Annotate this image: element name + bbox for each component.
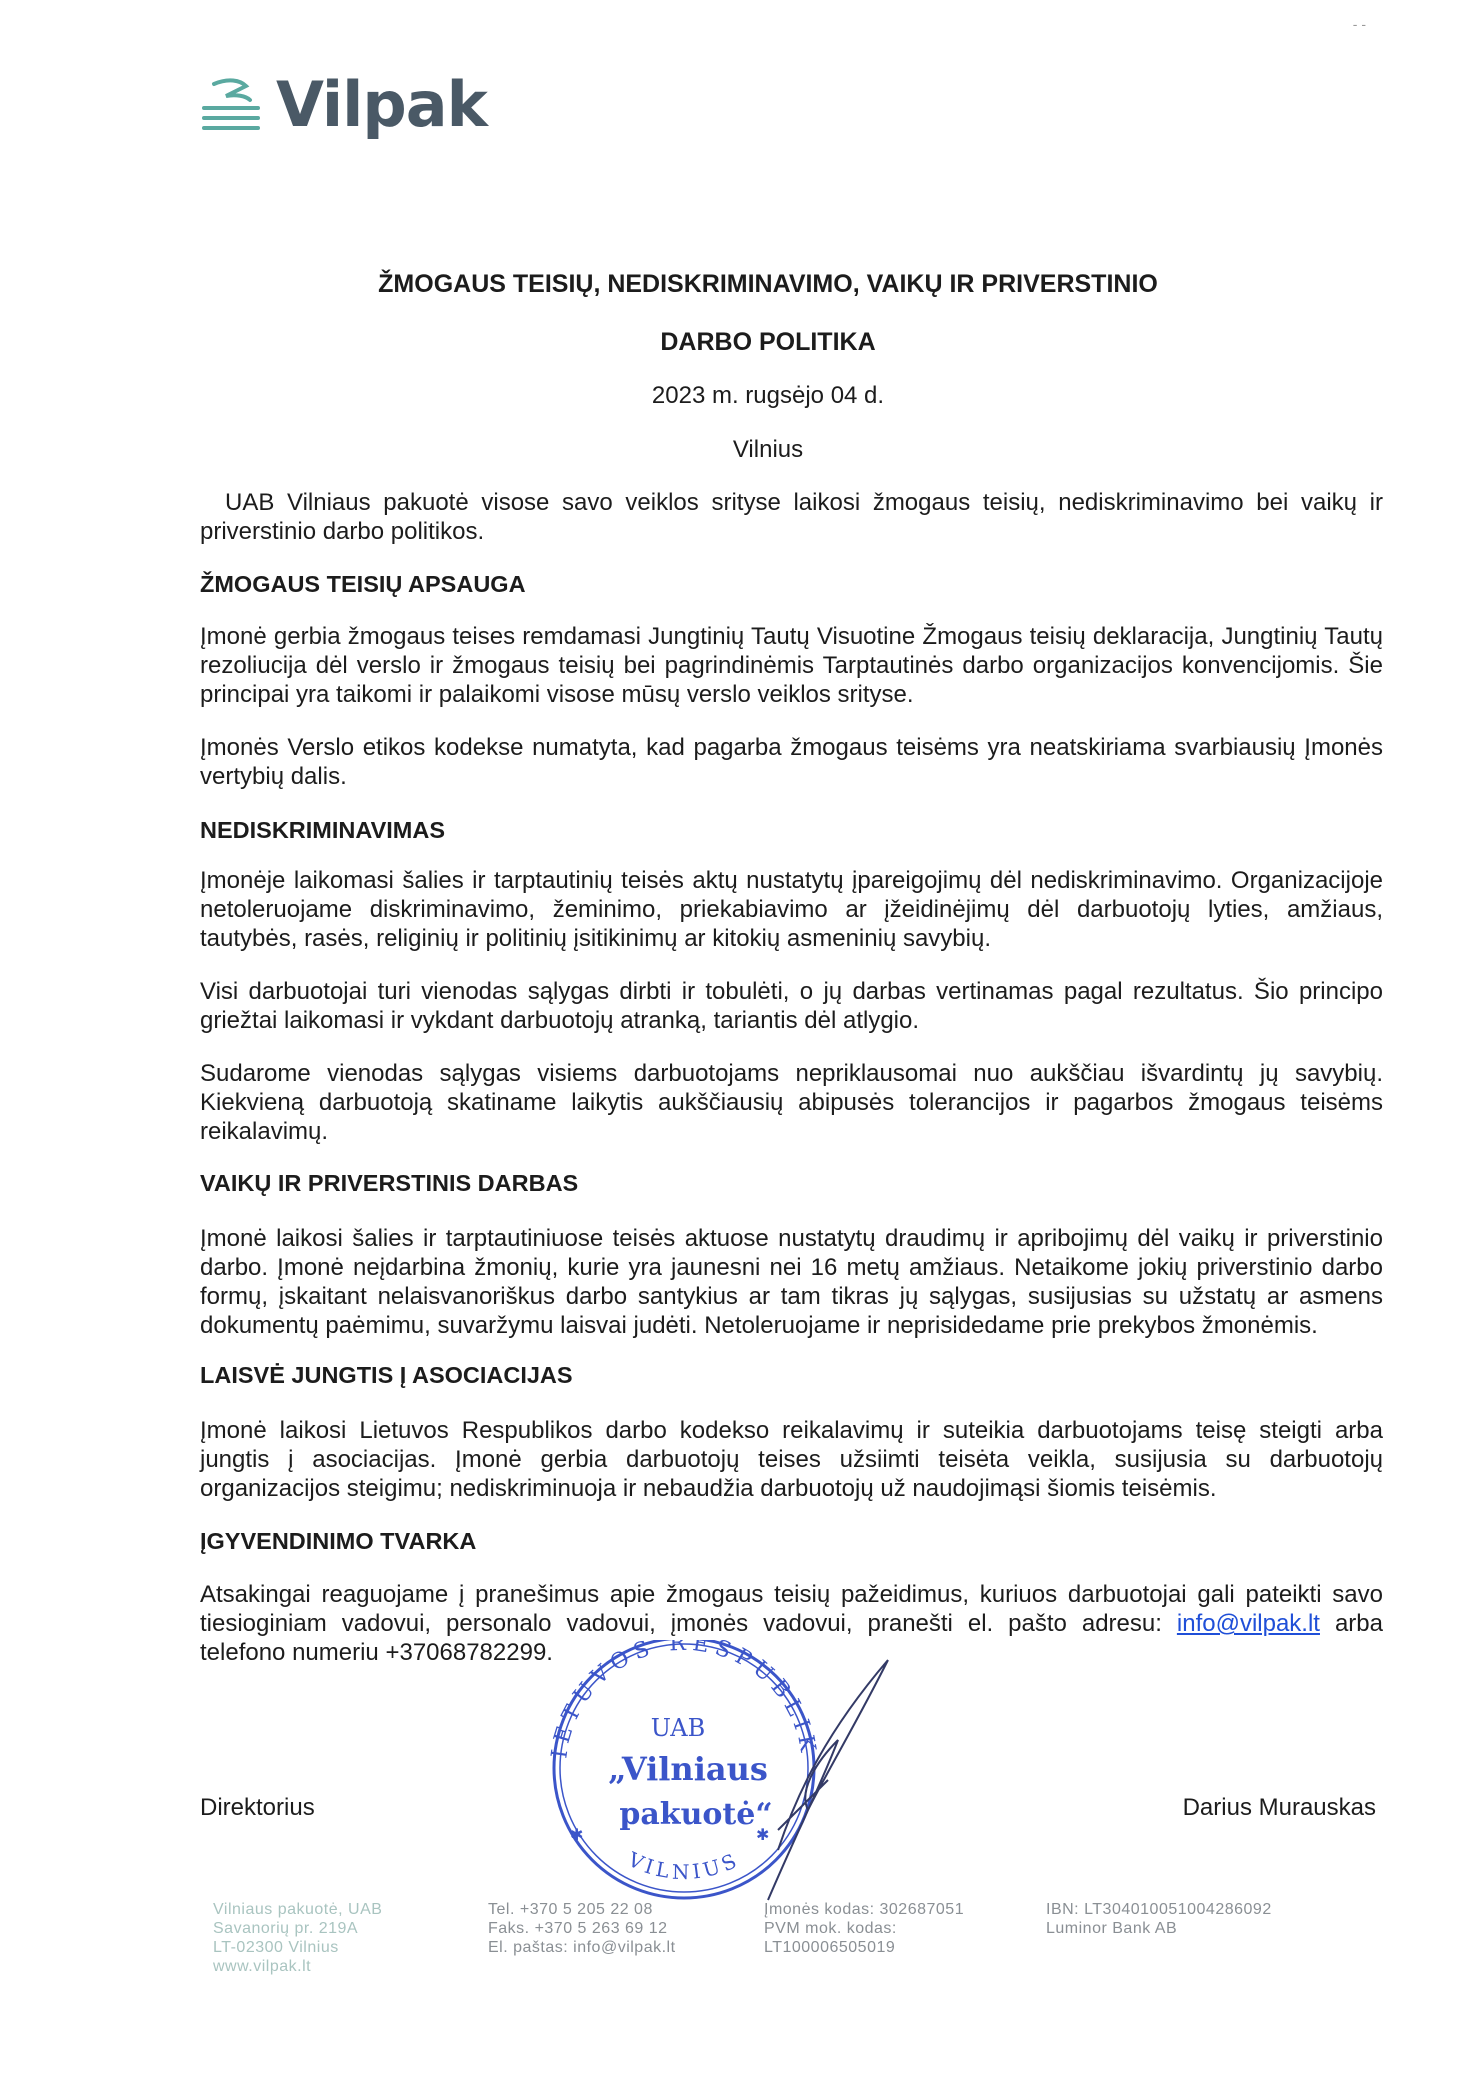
child-labour-paragraph: Įmonė laikosi šalies ir tarptautiniuose teisės aktuose nustatytų draudimų ir apribojimų dėl vaikų ir priverstinio darbo. Įmonė neįdarbina žmonių, kurie yra jaunesni nei 16 metų amžiaus. Netaikome jokių priverstinio darbo formų, įskaitant nelaisvanoriškus darbo santykius ar tam tikras jų sąlygas, susijusias su užstatų ar asmens dokumentų paėmimu, suvaržymu laisvai judėti. Netoleruojame ir neprisidedame prie prekybos žmonėmis. [200,1225,1383,1339]
stamp-city-text: VILNIUS [624,1847,744,1884]
footer-fax: Faks. +370 5 263 69 12 [488,1920,668,1937]
footer-street: Savanorių pr. 219A [213,1920,359,1937]
nondiscrimination-paragraph-3: Sudarome vienodas sąlygas visiems darbuotojams nepriklausomai nuo aukščiau išvardintų jų savybių. Kiekvieną darbuotoją skatiname laikytis aukščiausių abipusės tolerancijos ir pagarbos žmogaus teisėms reikalavimų. [200,1060,1383,1145]
human-rights-paragraph-1: Įmonė gerbia žmogaus teises remdamasi Jungtinių Tautų Visuotine Žmogaus teisių deklaracija, Jungtinių Tautų rezoliucija dėl verslo ir žmogaus teisių bei pagrindinėmis Tarptautinės darbo organizacijos konvencijomis. Šie principai yra taikomi ir palaikomi visose mūsų verslo veiklos srityse. [200,623,1383,708]
nondiscrimination-paragraph-1: Įmonėje laikomasi šalies ir tarptautinių teisės aktų nustatytų įpareigojimų dėl nediskriminavimo. Organizacijoje netoleruojame diskriminavimo, žeminimo, priekabiavimo ar įžeidinėjimų dėl darbuotojų lyties, amžiaus, tautybės, rasės, religinių ir politinių įsitikinimų ar kitokių asmeninių savybių. [200,867,1383,952]
company-logo [200,68,487,141]
intro-paragraph: UAB Vilniaus pakuotė visose savo veiklos srityse laikosi žmogaus teisių, nediskriminavimo bei vaikų ir priverstinio darbo politikos. [200,489,1383,545]
nondiscrimination-paragraph-2: Visi darbuotojai turi vienodas sąlygas dirbti ir tobulėti, o jų darbas vertinamas pagal rezultatus. Šio principo griežtai laikomasi ir vykdant darbuotojų atranką, tariantis dėl atlygio. [200,978,1383,1034]
footer-vat-label: PVM mok. kodas: [764,1920,897,1937]
human-rights-paragraph-2: Įmonės Verslo etikos kodekse numatyta, kad pagarba žmogaus teisėms yra neatskiriama svarbiausių Įmonės vertybių dalis. [200,734,1383,790]
email-link[interactable]: info@vilpak.lt [1176,1610,1320,1637]
document-title-line1: ŽMOGAUS TEISIŲ, NEDISKRIMINAVIMO, VAIKŲ IR PRIVERSTINIO [378,270,1158,298]
svg-text:✱: ✱ [756,1827,770,1844]
footer-contacts [488,1900,676,1957]
company-stamp [528,1640,908,1915]
scan-mark: - - [1352,16,1366,32]
section-heading-implementation: ĮGYVENDINIMO TVARKA [200,1528,477,1554]
footer-company-code: Įmonės kodas: 302687051 [764,1901,965,1918]
document-place: Vilnius [732,436,804,463]
stamp-line-uab: UAB [650,1714,706,1742]
footer-bank [1046,1900,1272,1938]
implementation-text: Atsakingai reaguojame į pranešimus apie žmogaus teisių pažeidimus, kuriuos darbuotojai gali pateikti savo tiesioginiam vadovui, personalo vadovui, įmonės vadovui, pranešti el. pašto adresu: [200,1581,1383,1637]
footer-iban: IBN: LT304010051004286092 [1046,1901,1272,1918]
signature-name: Darius Murauskas [1182,1794,1376,1821]
section-heading-nondiscrimination: NEDISKRIMINAVIMAS [200,817,446,843]
implementation-phone-text: arba telefono numeriu +37068782299. [200,1610,1383,1666]
vilpak-logo-icon [200,74,262,136]
footer-website[interactable]: www.vilpak.lt [213,1958,312,1975]
section-heading-human-rights: ŽMOGAUS TEISIŲ APSAUGA [200,571,526,597]
section-heading-freedom-of-association: LAISVĖ JUNGTIS Į ASOCIACIJAS [200,1362,573,1388]
svg-text:VILNIUS [624,1847,744,1884]
association-paragraph: Įmonė laikosi Lietuvos Respublikos darbo kodekso reikalavimų ir suteikia darbuotojams teisę steigti arba jungtis į asociacijas. Įmonė gerbia darbuotojų teises užsiimti teisėta veikla, susijusia su darbuotojų organizacijos steigimu; nediskriminuoja ir nebaudžia darbuotojų už naudojimąsi šiomis teisėmis. [200,1417,1383,1502]
footer-email[interactable]: El. paštas: info@vilpak.lt [488,1939,676,1956]
footer-vat-code: LT100006505019 [764,1939,896,1956]
footer-codes [764,1900,964,1957]
footer-company-info [213,1900,382,1976]
footer-bank-name: Luminor Bank AB [1046,1920,1178,1937]
stamp-and-signature-graphic [528,1640,908,1910]
logo-text: Vilpak [276,68,487,141]
document-title-line2: DARBO POLITIKA [660,328,876,356]
footer-company-name: Vilniaus pakuotė, UAB [213,1901,383,1918]
footer-phone: Tel. +370 5 205 22 08 [488,1901,653,1918]
stamp-ring-text: IETUVOS RESPUBLIK [547,1640,821,1760]
stamp-line-pakuote: pakuotė“ [619,1797,773,1832]
document-date: 2023 m. rugsėjo 04 d. [651,382,885,409]
signature-role: Direktorius [200,1794,315,1821]
stamp-line-vilniaus: „Vilniaus [608,1750,768,1788]
footer-city: LT-02300 Vilnius [213,1939,339,1956]
section-heading-child-forced-labour: VAIKŲ IR PRIVERSTINIS DARBAS [200,1170,579,1196]
svg-text:✱: ✱ [570,1827,584,1844]
